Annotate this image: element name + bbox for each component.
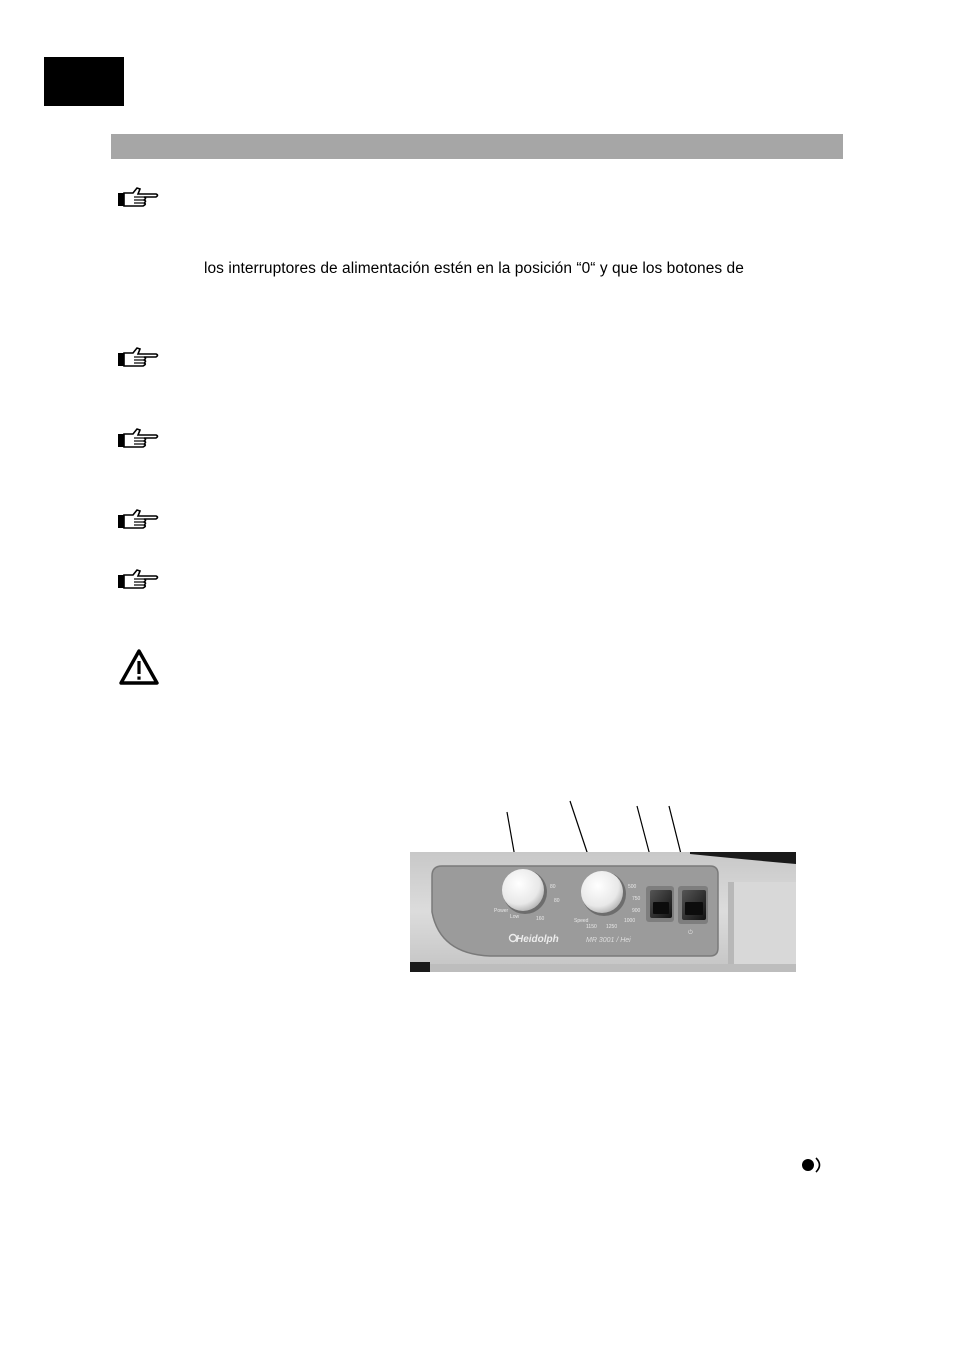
svg-text:Speed: Speed (574, 918, 589, 924)
instruction-text: los interruptores de alimentación estén en la posición “0“ y que los botones de (204, 260, 744, 277)
moon-symbol-icon (800, 1154, 824, 1174)
svg-text:Power: Power (494, 908, 509, 914)
svg-text:160: 160 (536, 916, 545, 922)
device-control-panel-photo (410, 852, 796, 972)
svg-text:900: 900 (632, 908, 641, 914)
svg-text:1000: 1000 (624, 918, 636, 924)
svg-text:⏻: ⏻ (688, 930, 693, 936)
svg-text:1150: 1150 (586, 924, 597, 930)
svg-text:Low: Low (510, 914, 520, 920)
svg-text:750: 750 (632, 896, 641, 902)
device-brand-label: Heidolph (516, 934, 559, 945)
svg-text:80: 80 (554, 898, 560, 904)
svg-text:MR 3001 / Hei: MR 3001 / Hei (586, 937, 631, 944)
svg-text:80: 80 (550, 884, 556, 890)
svg-text:1250: 1250 (606, 924, 618, 930)
svg-text:500: 500 (628, 884, 637, 890)
